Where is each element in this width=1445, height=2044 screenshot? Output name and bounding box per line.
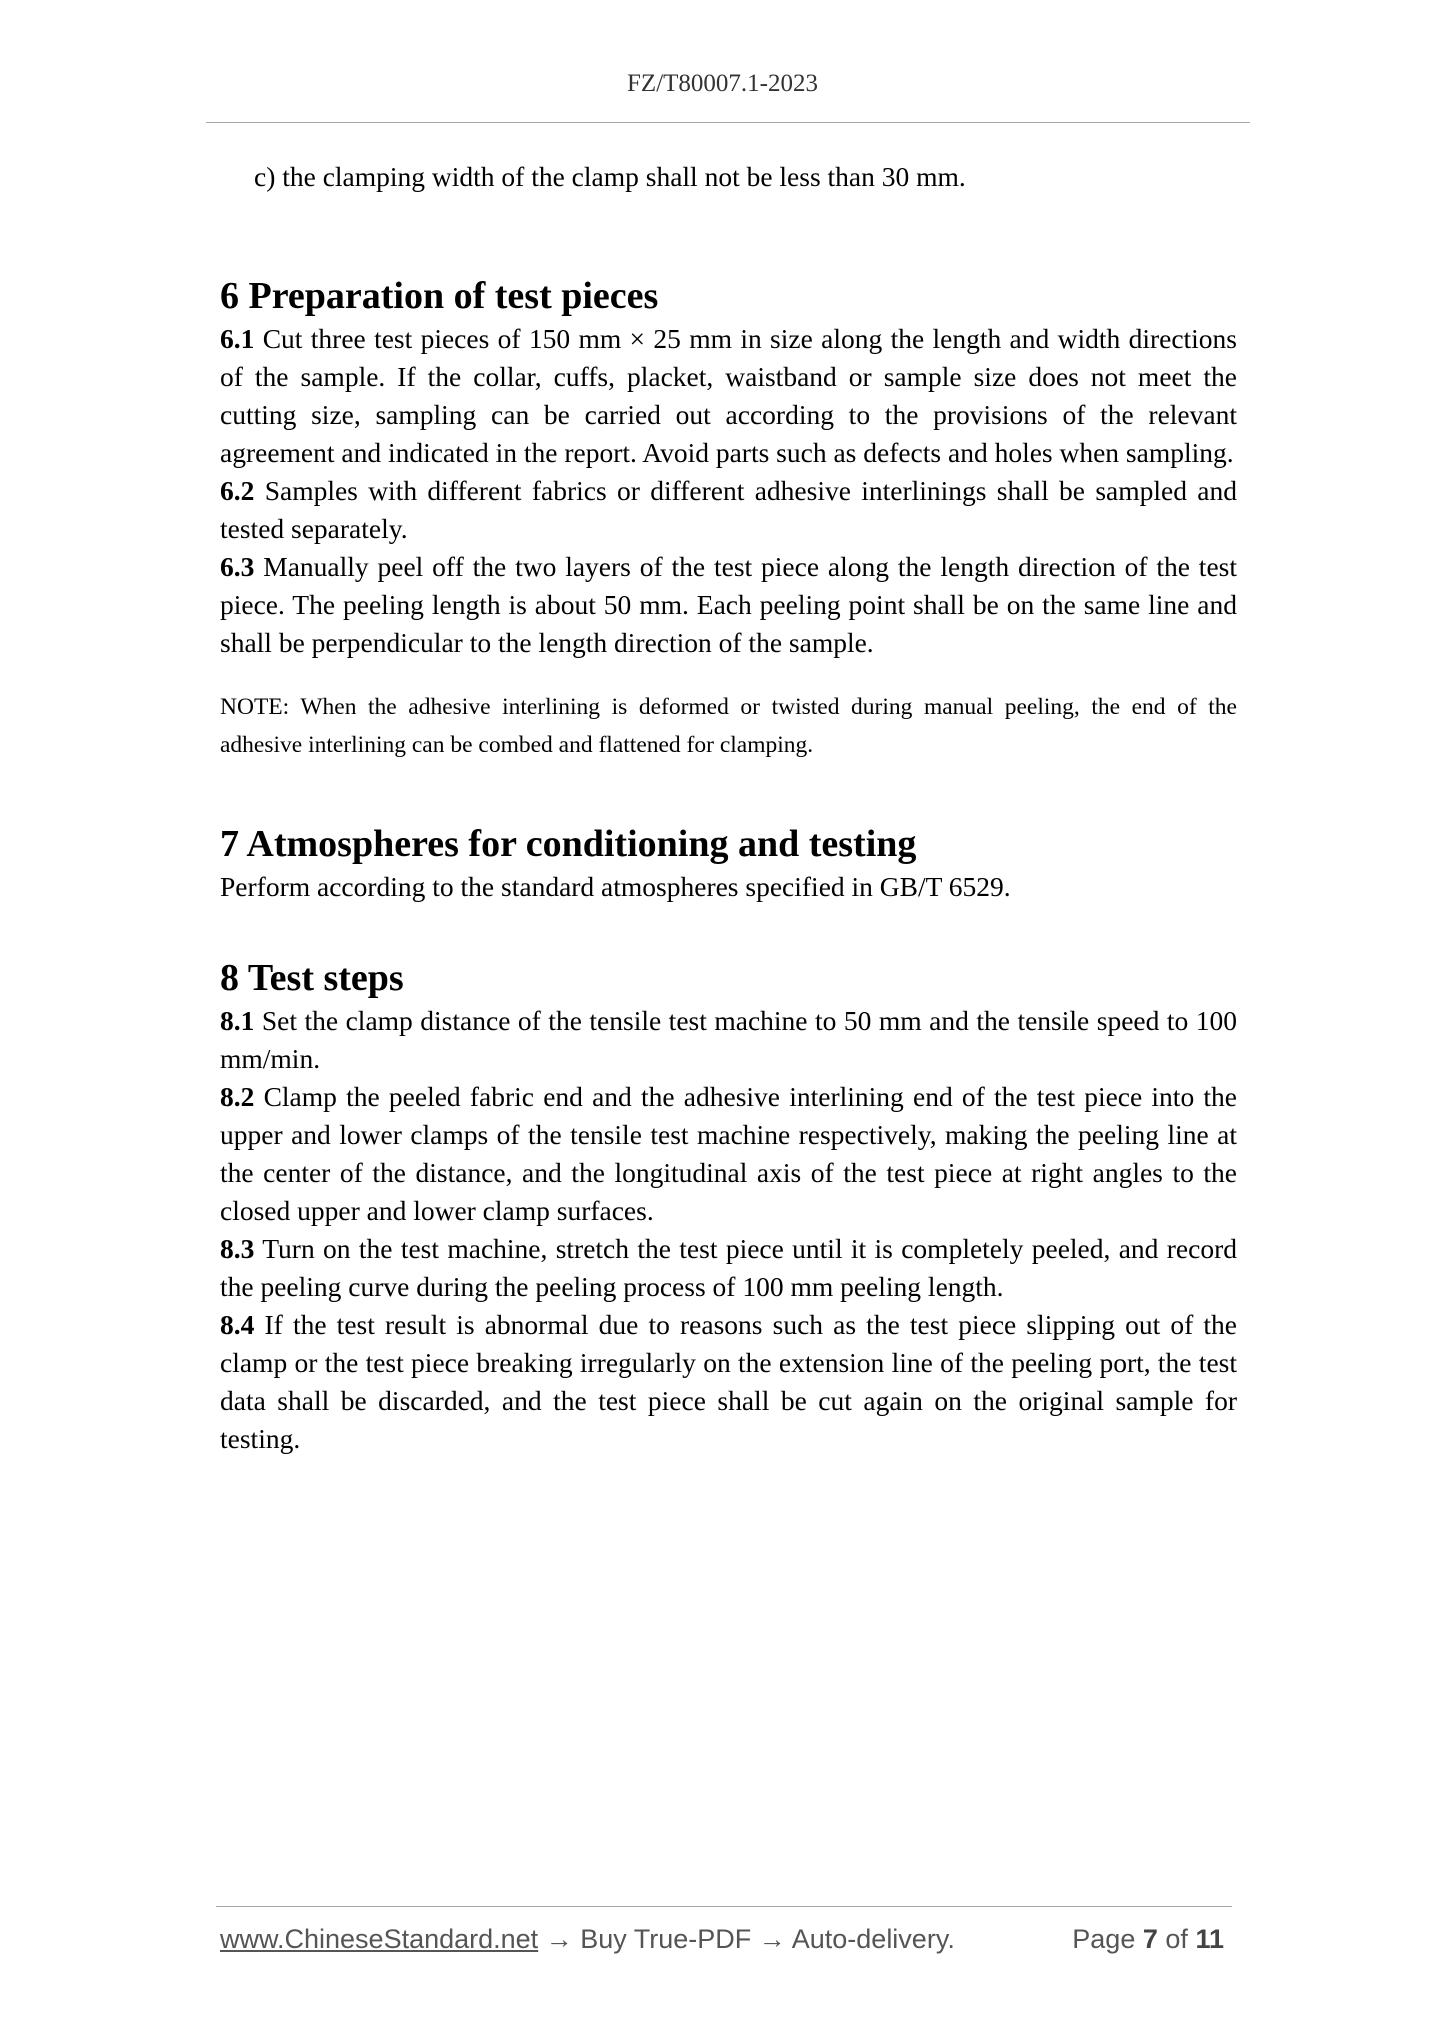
clause-text: If the test result is abnormal due to reasons such as the test piece slipping out of the clamp or the test piece breaking irregularly on the extension line of the peeling port, the test data shall be discarded, and the test piece shall be cut again on the original sample for testing. [220, 1309, 1238, 1454]
page-of-label: of [1165, 1924, 1188, 1954]
clause-number: 6.3 [220, 551, 255, 582]
section-6-heading: 6 Preparation of test pieces [220, 275, 659, 317]
page-label: Page [1072, 1924, 1136, 1954]
clause-8-2 [220, 1078, 1237, 1230]
clause-text: Cut three test pieces of 150 mm × 25 mm in size along the length and width directions of the sample. If the collar, cuffs, placket, waistband or sample size does not meet the cutting size, sampling can be carried out according to the provisions of the relevant agreement and indicated in the report. Avoid parts such as defects and holes when sampling. [220, 323, 1238, 468]
clause-8-1 [220, 1002, 1237, 1078]
current-page-number: 7 [1142, 1924, 1158, 1954]
clause-text: Samples with different fabrics or different adhesive interlinings shall be sampled and tested separately. [220, 475, 1237, 544]
clause-6-3 [220, 548, 1237, 662]
website-link[interactable]: www.ChineseStandard.net [220, 1924, 539, 1954]
clause-text: Turn on the test machine, stretch the test piece until it is completely peeled, and record the peeling curve during the peeling process of 100 mm peeling length. [220, 1233, 1237, 1302]
total-page-count: 11 [1195, 1924, 1224, 1954]
document-code-header: FZ/T80007.1-2023 [627, 70, 818, 97]
clause-number: 8.2 [220, 1081, 255, 1112]
clause-number: 8.1 [220, 1005, 255, 1036]
note-6-3: NOTE: When the adhesive interlining is deformed or twisted during manual peeling, the end of the adhesive interlining can be combed and flattened for clamping. [220, 694, 1237, 758]
clause-number: 8.4 [220, 1309, 255, 1340]
page-footer [220, 1924, 1232, 1960]
clause-number: 8.3 [220, 1233, 255, 1264]
footer-promo [220, 1924, 955, 1955]
page-indicator [1072, 1924, 1224, 1955]
footer-divider [216, 1906, 1232, 1907]
clause-8-4 [220, 1306, 1237, 1458]
clause-8-3 [220, 1230, 1237, 1306]
clause-text: Clamp the peeled fabric end and the adhesive interlining end of the test piece into the upper and lower clamps of the tensile test machine respectively, making the peeling line at the center of the distance, and the longitudinal axis of the test piece at right angles to the closed upper and lower clamp surfaces. [220, 1081, 1237, 1226]
document-body [220, 158, 1237, 1458]
section-7-heading: 7 Atmospheres for conditioning and testing [220, 823, 917, 865]
clause-text: Set the clamp distance of the tensile test machine to 50 mm and the tensile speed to 100 mm/min. [220, 1005, 1237, 1074]
clause-text: Manually peel off the two layers of the test piece along the length direction of the test piece. The peeling length is about 50 mm. Each peeling point shall be on the same line and shall be perpendicular to the length direction of the sample. [220, 551, 1237, 658]
section-8-heading: 8 Test steps [220, 957, 404, 999]
list-item-c: c) the clamping width of the clamp shall not be less than 30 mm. [254, 161, 966, 192]
section-7-text: Perform according to the standard atmospheres specified in GB/T 6529. [220, 871, 1011, 902]
header-divider [206, 122, 1250, 123]
clause-6-2 [220, 472, 1237, 548]
clause-number: 6.2 [220, 475, 255, 506]
footer-tagline: → Buy True-PDF → Auto-delivery. [538, 1924, 955, 1954]
clause-6-1 [220, 320, 1237, 472]
clause-number: 6.1 [220, 323, 255, 354]
